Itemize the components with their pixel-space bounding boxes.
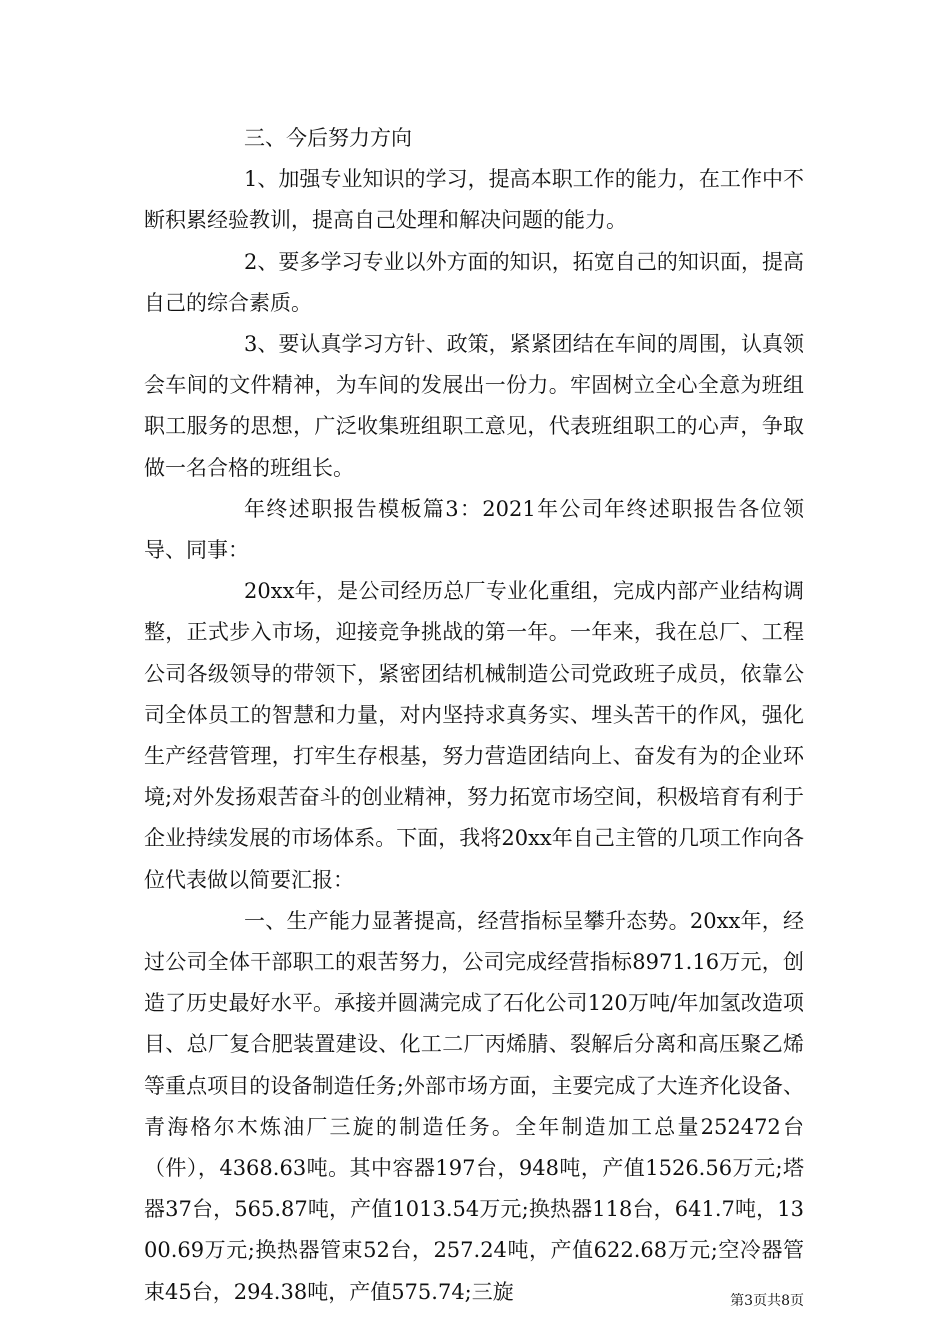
list-item-broaden-knowledge: 2、要多学习专业以外方面的知识，拓宽自己的知识面，提高自己的综合素质。 <box>144 249 804 315</box>
section-heading-future-direction: 三、今后努力方向 <box>244 126 412 150</box>
list-item-professional-knowledge: 1、加强专业知识的学习，提高本职工作的能力，在工作中不断积累经验教训，提高自己处理和解决问题的能力。 <box>144 167 804 233</box>
document-body <box>144 118 804 1313</box>
report-intro-paragraph: 20xx年，是公司经历总厂专业化重组，完成内部产业结构调整，正式步入市场，迎接竞争挑战的第一年。一年来，我在总厂、工程公司各级领导的带领下，紧密团结机械制造公司党政班子成员，依靠公司全体员工的智慧和力量，对内坚持求真务实、埋头苦干的作风，强化生产经营管理，打牢生存根基，努力营造团结向上、奋发有为的企业环境;对外发扬艰苦奋斗的创业精神，努力拓宽市场空间，积极培育有利于企业持续发展的市场体系。下面，我将20xx年自己主管的几项工作向各位代表做以简要汇报： <box>144 579 804 892</box>
production-capacity-paragraph: 一、生产能力显著提高，经营指标呈攀升态势。20xx年，经过公司全体干部职工的艰苦努力，公司完成经营指标8971.16万元，创造了历史最好水平。承接并圆满完成了石化公司120万吨/年加氢改造项目、总厂复合肥装置建设、化工二厂丙烯腈、裂解后分离和高压聚乙烯等重点项目的设备制造任务;外部市场方面，主要完成了大连齐化设备、青海格尔木炼油厂三旋的制造任务。全年制造加工总量252472台（件），4368.63吨。其中容器197台，948吨，产值1526.56万元;塔器37台，565.87吨，产值1013.54万元;换热器118台，641.7吨，1300.69万元;换热器管束52台，257.24吨，产值622.68万元;空冷器管束45台，294.38吨，产值575.74;三旋 <box>144 908 804 1304</box>
page-number-footer: 第3页共8页 <box>730 1293 804 1309</box>
report-template-title: 年终述职报告模板篇3：2021年公司年终述职报告各位领导、同事： <box>144 496 804 563</box>
list-item-study-policy: 3、要认真学习方针、政策，紧紧团结在车间的周围，认真领会车间的文件精神，为车间的发展出一份力。牢固树立全心全意为班组职工服务的思想，广泛收集班组职工意见，代表班组职工的心声，争取做一名合格的班组长。 <box>144 332 804 480</box>
